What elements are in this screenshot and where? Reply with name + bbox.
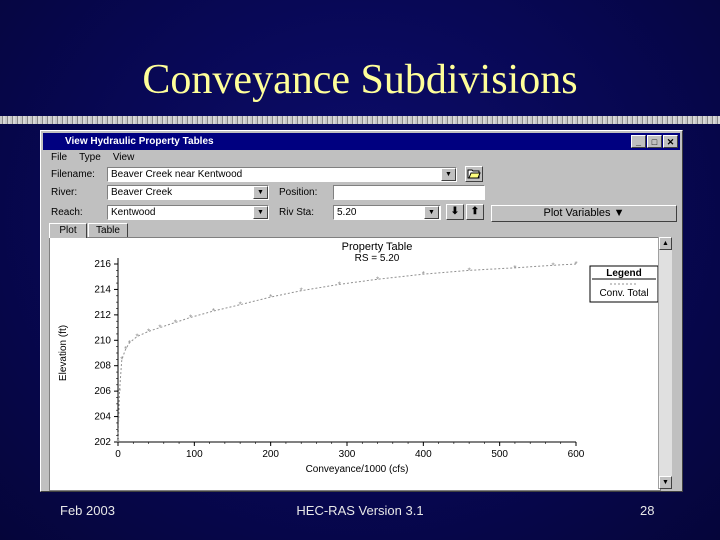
data-point-marker: * [551, 261, 555, 271]
chevron-down-icon[interactable]: ▼ [253, 186, 268, 199]
footer-page-number: 28 [640, 503, 655, 518]
footer-version: HEC-RAS Version 3.1 [296, 503, 424, 518]
chart-subtitle: RS = 5.20 [354, 253, 400, 264]
x-tick-label: 500 [491, 449, 509, 460]
x-tick-label: 400 [414, 449, 432, 460]
data-point-marker: * [146, 327, 151, 337]
chart-title: Property Table [341, 241, 413, 253]
riv-sta-label: Riv Sta: [279, 207, 315, 218]
legend-item-conv-total: Conv. Total [599, 288, 649, 299]
view-hydraulic-property-tables-window [40, 130, 683, 492]
data-point-marker: * [135, 332, 139, 342]
tab-plot[interactable]: Plot [49, 223, 87, 238]
scroll-up-icon[interactable]: ▲ [659, 237, 672, 250]
x-tick-label: 0 [115, 449, 121, 460]
x-tick-label: 600 [567, 449, 585, 460]
data-point-marker: * [211, 307, 215, 317]
y-tick-label: 204 [94, 411, 111, 423]
data-point-marker: * [127, 338, 132, 348]
vertical-scrollbar[interactable] [658, 237, 672, 489]
y-tick-label: 206 [94, 386, 111, 398]
arrow-down-icon[interactable]: ⬇ [446, 204, 464, 220]
river-select[interactable]: Beaver Creek [107, 185, 269, 200]
data-point-marker: * [269, 293, 273, 303]
reach-select[interactable]: Kentwood [107, 205, 269, 220]
scroll-down-icon[interactable]: ▼ [659, 476, 672, 489]
x-tick-label: 200 [262, 449, 280, 460]
chevron-down-icon[interactable]: ▼ [441, 168, 456, 181]
data-point-marker: * [158, 323, 162, 333]
data-point-marker: * [188, 313, 193, 323]
data-point-marker: * [116, 438, 120, 447]
tab-table[interactable]: Table [88, 223, 128, 237]
data-point-marker: * [238, 300, 242, 310]
y-tick-label: 208 [94, 360, 111, 372]
y-tick-label: 210 [94, 335, 111, 347]
menu-file[interactable]: File [51, 152, 68, 163]
data-point-marker: * [299, 286, 303, 296]
data-point-marker: * [421, 270, 425, 280]
menu-view[interactable]: View [112, 152, 135, 163]
x-axis-label: Conveyance/1000 (cfs) [305, 464, 409, 475]
river-label: River: [51, 187, 78, 198]
window-titlebar[interactable] [43, 133, 680, 150]
chevron-down-icon[interactable]: ▼ [424, 206, 439, 219]
plot-variables-button[interactable]: Plot Variables ▼ [491, 205, 677, 222]
x-tick-label: 300 [338, 449, 356, 460]
menu-bar [51, 152, 134, 166]
menu-type[interactable]: Type [79, 152, 101, 163]
title-divider [0, 116, 720, 124]
y-tick-label: 212 [94, 309, 111, 321]
data-point-marker: * [120, 355, 124, 365]
y-axis-label: Elevation (ft) [58, 324, 69, 382]
close-button[interactable]: ✕ [663, 135, 678, 148]
y-tick-label: 214 [94, 284, 111, 296]
plot-panel [49, 237, 661, 491]
slide-title: Conveyance Subdivisions [142, 57, 578, 103]
arrow-up-icon[interactable]: ⬆ [466, 204, 484, 220]
data-point-marker: * [337, 280, 341, 290]
reach-label: Reach: [51, 207, 83, 218]
data-point-marker: * [375, 275, 380, 285]
series-line-conv-total [118, 264, 576, 442]
y-tick-label: 216 [94, 259, 111, 270]
data-point-marker: * [173, 318, 177, 328]
data-point-marker: * [467, 266, 471, 276]
legend-title: Legend [606, 268, 642, 279]
property-table-chart [50, 238, 660, 490]
x-tick-label: 100 [185, 449, 203, 460]
filename-select[interactable]: Beaver Creek near Kentwood [107, 167, 457, 182]
data-point-marker: * [124, 345, 128, 355]
data-point-marker: * [117, 387, 122, 397]
y-tick-label: 202 [94, 437, 111, 448]
maximize-button[interactable]: □ [647, 135, 662, 148]
footer-date: Feb 2003 [60, 503, 115, 518]
minimize-button[interactable]: _ [631, 135, 646, 148]
data-point-marker: * [513, 263, 517, 273]
folder-open-icon[interactable] [465, 166, 483, 182]
chevron-down-icon[interactable]: ▼ [253, 206, 268, 219]
window-title: View Hydraulic Property Tables [65, 136, 214, 147]
filename-label: Filename: [51, 169, 95, 180]
position-field[interactable] [333, 185, 485, 200]
data-point-marker: * [574, 260, 578, 269]
riv-sta-select[interactable]: 5.20 [333, 205, 441, 220]
position-label: Position: [279, 187, 318, 198]
